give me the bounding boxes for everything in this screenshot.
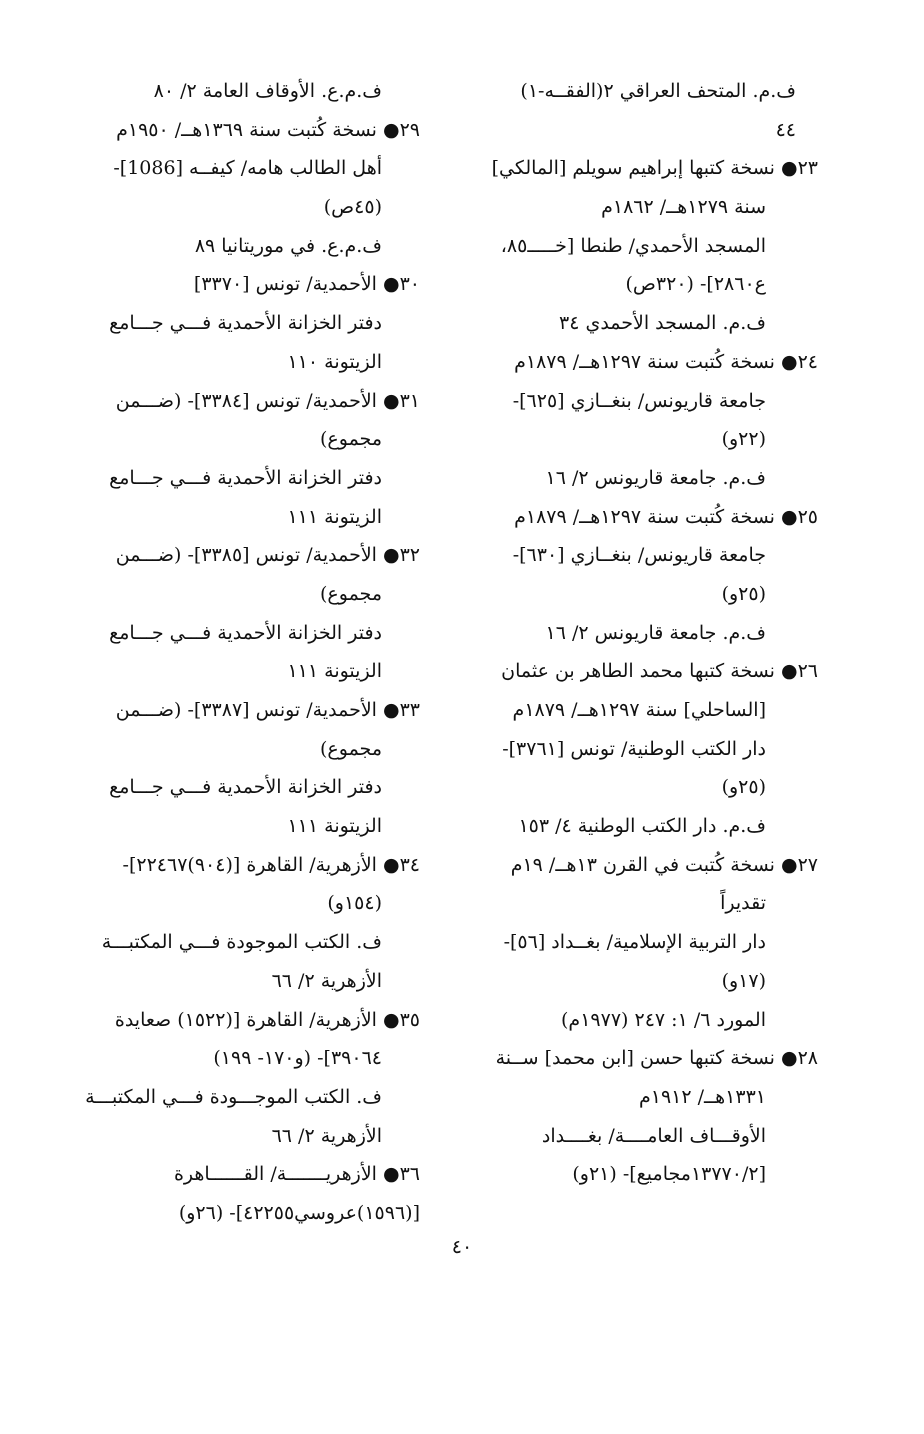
left-column bbox=[82, 72, 420, 1233]
text-line: أهل الطالب هامه/ كيفــه [1086]- bbox=[113, 157, 382, 180]
text-line: [(١٥٩٦)عروسي٤٢٢٥٥]- (٢٦و) bbox=[178, 1201, 420, 1224]
text-line: دفتر الخزانة الأحمدية فـــي جـــامع bbox=[109, 621, 382, 644]
text-line: ف.م.ع. الأوقاف العامة ٢/ ٨٠ bbox=[153, 80, 382, 102]
text-line: (٤٥ص) bbox=[323, 196, 382, 219]
text-line: الأزهرية ٢/ ٦٦ bbox=[271, 1124, 382, 1147]
text-line: مجموع) bbox=[320, 582, 382, 605]
text-line: [١٣٧٧٠/٢مجاميع]- (٢١و) bbox=[572, 1163, 766, 1186]
text-line: ٢٧● نسخة كُتبت في القرن ١٣هــ/ ١٩م bbox=[510, 853, 818, 876]
text-line: جامعة قاريونس/ بنغــازي [٦٣٠]- bbox=[512, 544, 766, 567]
text-line: الزيتونة ١١١ bbox=[287, 815, 382, 838]
text-line: الأزهرية ٢/ ٦٦ bbox=[271, 969, 382, 992]
text-line: ف.م. المسجد الأحمدي ٣٤ bbox=[558, 312, 766, 335]
text-line: تقديراً bbox=[720, 892, 766, 915]
text-line: ٣٥● الأزهرية/ القاهرة [(١٥٢٢) صعايدة bbox=[114, 1008, 420, 1031]
text-line: دفتر الخزانة الأحمدية فـــي جـــامع bbox=[109, 466, 382, 489]
text-line: ٣١● الأحمدية/ تونس [٣٣٨٤]- (ضـــمن bbox=[115, 389, 420, 412]
text-line: ٢٩● نسخة كُتبت سنة ١٣٦٩هــ/ ١٩٥٠م bbox=[116, 118, 420, 141]
text-line: ٢٤● نسخة كُتبت سنة ١٢٩٧هــ/ ١٨٧٩م bbox=[514, 350, 818, 373]
text-line: مجموع) bbox=[320, 737, 382, 760]
text-line: ٤٤ bbox=[775, 118, 796, 141]
text-line: (٢٥و) bbox=[721, 776, 766, 799]
page-number: ٤٠ bbox=[451, 1236, 473, 1258]
text-line: الزيتونة ١١١ bbox=[287, 660, 382, 683]
text-line: المسجد الأحمدي/ طنطا [خـــــ٨٥، bbox=[500, 234, 766, 257]
text-line: الزيتونة ١١١ bbox=[287, 505, 382, 528]
text-line: ف.م. جامعة قاريونس ٢/ ١٦ bbox=[545, 466, 766, 489]
text-line: ٣٩٠٦٤]- (و١٧٠- ١٩٩) bbox=[213, 1047, 382, 1070]
text-line: دار الكتب الوطنية/ تونس [٣٧٦١]- bbox=[502, 737, 766, 760]
text-line: ف. الكتب الموجـــودة فـــي المكتبـــة bbox=[85, 1085, 382, 1108]
text-line: [الساحلي] سنة ١٢٩٧هــ/ ١٨٧٩م bbox=[512, 699, 766, 721]
text-line: ف. الكتب الموجودة فـــي المكتبـــة bbox=[101, 931, 382, 954]
text-line: الزيتونة ١١٠ bbox=[287, 350, 382, 373]
text-line: (٢٥و) bbox=[721, 582, 766, 605]
text-line: ع٢٨٦٠]- (٣٢٠ص) bbox=[625, 273, 766, 296]
text-line: دفتر الخزانة الأحمدية فـــي جـــامع bbox=[109, 776, 382, 799]
text-line: ف.م. جامعة قاريونس ٢/ ١٦ bbox=[545, 621, 766, 644]
text-line: ٣٢● الأحمدية/ تونس [٣٣٨٥]- (ضـــمن bbox=[115, 544, 420, 567]
text-line: ٣٦● الأزهريـــــــة/ القــــــاهرة bbox=[173, 1163, 420, 1186]
text-line: مجموع) bbox=[320, 428, 382, 451]
right-column bbox=[466, 72, 818, 1194]
text-line: دفتر الخزانة الأحمدية فـــي جـــامع bbox=[109, 312, 382, 335]
text-line: سنة ١٢٧٩هــ/ ١٨٦٢م bbox=[601, 196, 766, 219]
text-line: ف.م. دار الكتب الوطنية ٤/ ١٥٣ bbox=[518, 815, 766, 838]
text-line: المورد ٦/ ١: ٢٤٧ (١٩٧٧م) bbox=[561, 1008, 766, 1031]
text-line: جامعة قاريونس/ بنغــازي [٦٢٥]- bbox=[512, 389, 766, 412]
text-line: ٣٣● الأحمدية/ تونس [٣٣٨٧]- (ضـــمن bbox=[115, 699, 420, 721]
text-line: الأوقـــاف العامــــة/ بغــــداد bbox=[541, 1124, 766, 1147]
text-line: ٢٦● نسخة كتبها محمد الطاهر بن عثمان bbox=[501, 660, 818, 683]
text-line: (٢٢و) bbox=[721, 428, 766, 451]
text-line: ف.م.ع. في موريتانيا ٨٩ bbox=[194, 234, 382, 257]
text-line: (١٧و) bbox=[721, 969, 766, 992]
text-line: (١٥٤و) bbox=[327, 892, 382, 915]
text-line: ٢٨● نسخة كتبها حسن [ابن محمد] ســنة bbox=[495, 1047, 818, 1070]
text-line: ٢٥● نسخة كُتبت سنة ١٢٩٧هــ/ ١٨٧٩م bbox=[514, 505, 818, 528]
text-line: ١٣٣١هــ/ ١٩١٢م bbox=[638, 1085, 766, 1108]
text-line: ٣٠● الأحمدية/ تونس [٣٣٧٠] bbox=[193, 273, 420, 296]
text-line: ٣٤● الأزهرية/ القاهرة [(٩٠٤)٢٢٤٦٧]- bbox=[122, 853, 420, 876]
text-line: ف.م. المتحف العراقي ٢(الفقــه-١) bbox=[520, 80, 796, 102]
text-line: دار التربية الإسلامية/ بغــداد [٥٦]- bbox=[503, 931, 766, 954]
text-line: ٢٣● نسخة كتبها إبراهيم سويلم [المالكي] bbox=[491, 157, 818, 180]
